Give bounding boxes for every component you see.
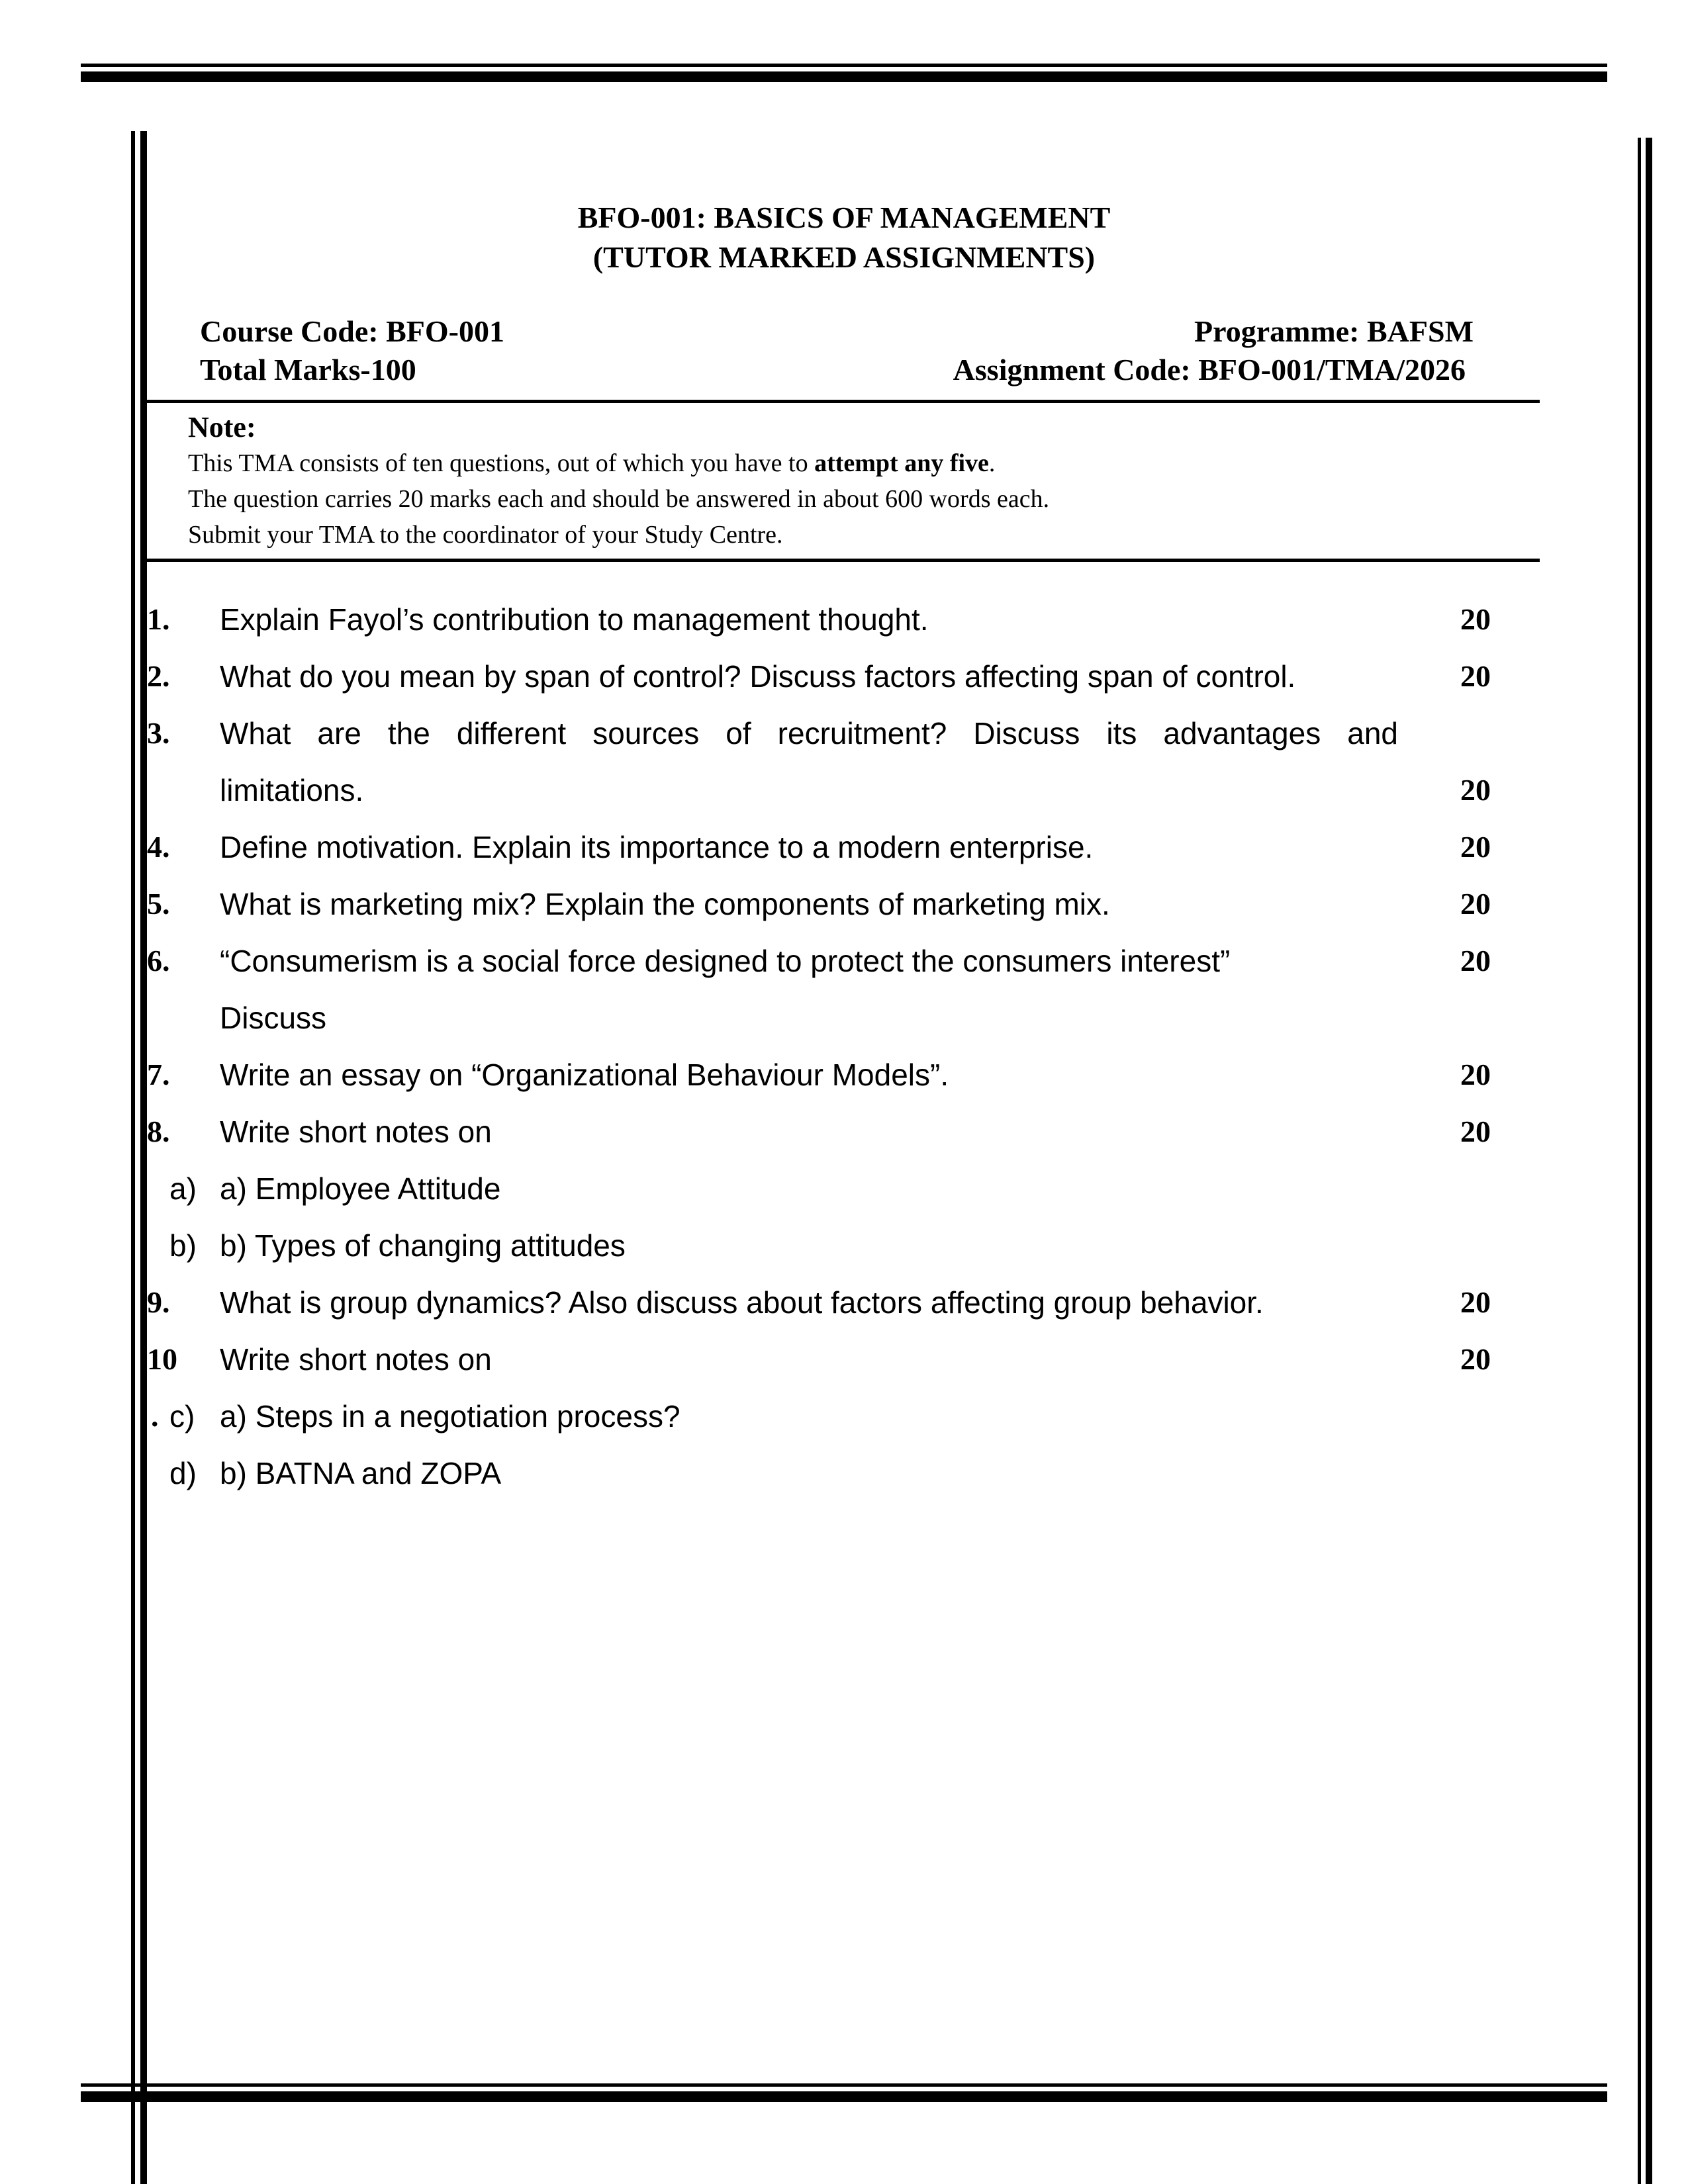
question-text-continued: limitations. [220, 773, 364, 807]
sub-item-label: c) [169, 1399, 195, 1433]
question-text: Write short notes on [220, 1115, 492, 1149]
question-marks: 20 [1460, 659, 1491, 693]
note-divider [147, 559, 1540, 562]
sub-item-label: b) [169, 1228, 197, 1263]
question-text: What are the different sources of recruitment? Discuss its advantages and [220, 716, 1398, 751]
question-text: Write an essay on “Organizational Behaviour Models”. [220, 1058, 949, 1092]
note-line-1-start: This TMA consists of ten questions, out of which you have to [188, 449, 815, 477]
question-marks: 20 [1460, 887, 1491, 921]
note-line-3: Submit your TMA to the coordinator of your Study Centre. [188, 521, 783, 549]
question-text: “Consumerism is a social force designed to protect the consumers interest” [220, 944, 1231, 978]
question-marks: 20 [1460, 602, 1491, 636]
question-text: Explain Fayol’s contribution to management thought. [220, 602, 929, 637]
question-text: What do you mean by span of control? Discuss factors affecting span of control. [220, 659, 1296, 694]
question-number: 2. [147, 659, 170, 693]
sub-item-text: b) BATNA and ZOPA [220, 1456, 502, 1490]
question-number: 8. [147, 1115, 170, 1148]
header-divider [147, 400, 1540, 403]
bottom-border [81, 2083, 1607, 2102]
question-text-continued: Discuss [220, 1001, 327, 1035]
note-line-2: The question carries 20 marks each and should be answered in about 600 words each. [188, 485, 1050, 513]
question-marks: 20 [1460, 1058, 1491, 1091]
document-title: BFO-001: BASICS OF MANAGEMENT [577, 201, 1111, 234]
question-marks: 20 [1460, 830, 1491, 864]
sub-item-text: a) Steps in a negotiation process? [220, 1399, 680, 1433]
total-marks: Total Marks-100 [200, 353, 416, 387]
question-marks: 20 [1460, 1285, 1491, 1319]
assignment-code: Assignment Code: BFO-001/TMA/2026 [953, 353, 1466, 387]
left-border-inner [140, 131, 147, 2184]
question-number: 9. [147, 1285, 170, 1319]
question-marks: 20 [1460, 773, 1491, 807]
question-number: 1. [147, 602, 170, 636]
document-subtitle: (TUTOR MARKED ASSIGNMENTS) [592, 240, 1096, 274]
sub-item-text: a) Employee Attitude [220, 1171, 501, 1206]
note-heading: Note: [188, 411, 256, 443]
top-border [81, 64, 1607, 82]
course-code: Course Code: BFO-001 [200, 314, 504, 348]
question-number: 4. [147, 830, 170, 864]
question-number: 7. [147, 1058, 170, 1091]
question-number: 10 [147, 1342, 177, 1376]
left-border-outer [131, 131, 135, 2184]
question-marks: 20 [1460, 1115, 1491, 1148]
right-border-inner [1646, 138, 1652, 2184]
question-marks: 20 [1460, 944, 1491, 978]
note-line-1-bold: attempt any five [814, 449, 989, 477]
question-text: What is marketing mix? Explain the components of marketing mix. [220, 887, 1110, 921]
right-border-outer [1638, 138, 1641, 2184]
note-line-1 [188, 449, 995, 478]
question-text: Write short notes on [220, 1342, 492, 1377]
question-text: Define motivation. Explain its importance to a modern enterprise. [220, 830, 1094, 864]
question-number: 5. [147, 887, 170, 921]
sub-item-text: b) Types of changing attitudes [220, 1228, 626, 1263]
programme: Programme: BAFSM [1194, 314, 1474, 348]
question-number: 6. [147, 944, 170, 978]
note-line-1-end: . [988, 449, 996, 477]
question-number: 3. [147, 716, 170, 750]
sub-item-label: d) [169, 1456, 197, 1490]
stray-period: . [151, 1399, 159, 1433]
question-text: What is group dynamics? Also discuss about factors affecting group behavior. [220, 1285, 1264, 1320]
question-marks: 20 [1460, 1342, 1491, 1376]
sub-item-label: a) [169, 1171, 197, 1206]
